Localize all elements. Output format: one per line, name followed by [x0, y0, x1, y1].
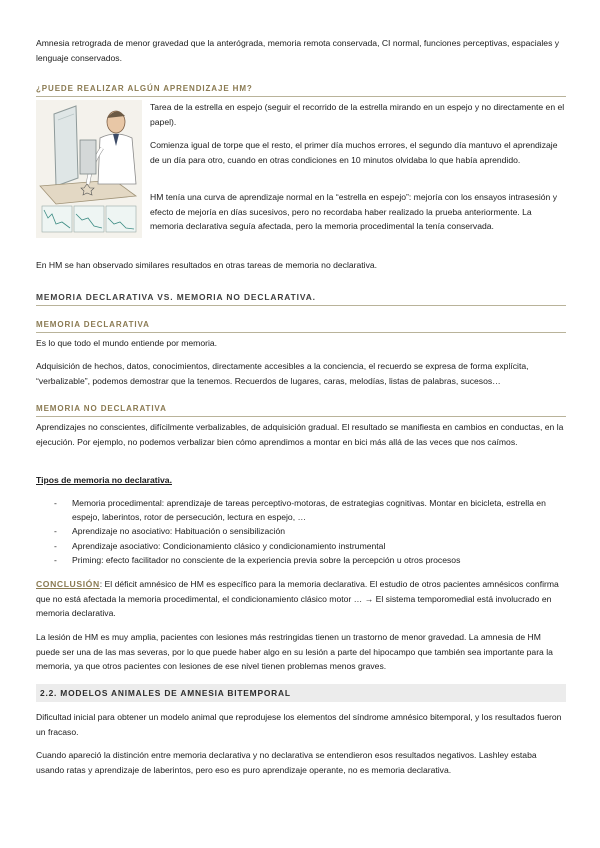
lesion-paragraph: La lesión de HM es muy amplia, pacientes con lesiones más restringidas tienen un trastorno de menor gravedad. La amnesia de HM puede ser una de las mas severas, por lo que puede haber algo en su lesión a parte del hipocampo que también sea importante para la memoria, ya que otros pacientes con lesiones de ese nivel tienen problemas menos graves. — [36, 632, 553, 672]
hm-paragraph-2: Comienza igual de torpe que el resto, el primer día muchos errores, el segundo día mantuvo el aprendizaje de un día para otro, cuando en otras condiciones en 10 minutos olvidaba lo que había aprendido. — [150, 140, 558, 165]
list-item-text: Priming: efecto facilitador no consciente de la experiencia previa sobre la percepción u otros procesos — [72, 554, 461, 565]
heading-hm-learning: ¿PUEDE REALIZAR ALGÚN APRENDIZAJE HM? — [36, 84, 566, 97]
models-paragraph-2: Cuando apareció la distinción entre memoria declarativa y no declarativa se entendieron esos resultados negativos. Lashley estaba usando ratas y aprendizaje de laberintos, pero eso es puro aprendizaje operante, no es memoria declarativa. — [36, 750, 537, 775]
declarative-paragraph-2: Adquisición de hechos, datos, conocimientos, directamente accesibles a la conciencia, el recuerdo se expresa de forma explícita, “verbalizable”, podemos demostrar que la tenemos. Recuerdos de lugares, caras, melodías, listas de palabras, sucesos… — [36, 361, 529, 386]
list-item-text: Memoria procedimental: aprendizaje de tareas perceptivo-motoras, de estrategias cognitivas. Montar en bicicleta, estrella en espejo, laberintos, rotor de persecución, lectura en espejo, … — [72, 498, 546, 523]
heading-memory-comparison: MEMORIA DECLARATIVA VS. MEMORIA NO DECLARATIVA. — [36, 292, 566, 306]
heading-nondeclarative: MEMORIA NO DECLARATIVA — [36, 404, 566, 417]
models-paragraph-1: Dificultad inicial para obtener un modelo animal que reprodujese los elementos del síndrome amnésico bitemporal, y los resultados fueron un fracaso. — [36, 712, 562, 737]
hm-paragraph-4: En HM se han observado similares resultados en otras tareas de memoria no declarativa. — [36, 260, 378, 270]
mirror-drawing-figure — [36, 100, 142, 238]
hm-paragraph-3: HM tenía una curva de aprendizaje normal en la “estrella en espejo”: mejoría con los ensayos intrasesión y efecto de mejoría en días sucesivos, pero no recordaba haber realizado la prueba anteriormente. La memoria declarativa seguía afectada, pero la memoria procedimental la tenía conservada. — [150, 192, 557, 232]
heading-animal-models: 2.2. MODELOS ANIMALES DE AMNESIA BITEMPORAL — [36, 684, 566, 702]
list-item: - Priming: efecto facilitador no consciente de la experiencia previa sobre la percepción u otros procesos — [54, 554, 461, 565]
nondeclarative-paragraph-1: Aprendizajes no conscientes, difícilmente verbalizables, de adquisición gradual. El resultado se manifiesta en cambios en conductas, en la ejecución. Por ejemplo, no podemos verbalizar bien cómo aprendimos a montar en bici más allá de las veces que nos caímos. — [36, 422, 564, 447]
conclusion-label: CONCLUSIÓN — [36, 579, 100, 589]
declarative-paragraph-1: Es lo que todo el mundo entiende por memoria. — [36, 338, 218, 348]
conclusion-paragraph — [36, 577, 566, 621]
types-title-wrapper — [36, 473, 566, 488]
list-item: - Memoria procedimental: aprendizaje de tareas perceptivo-motoras, de estrategias cognitivas. Montar en bicicleta, estrella en espejo, laberintos, rotor de persecución, lectura en espejo, … — [54, 498, 546, 523]
list-item: - Aprendizaje no asociativo: Habituación o sensibilización — [54, 526, 286, 537]
heading-declarative: MEMORIA DECLARATIVA — [36, 320, 566, 333]
list-item-text: Aprendizaje no asociativo: Habituación o sensibilización — [72, 526, 286, 537]
list-item-text: Aprendizaje asociativo: Condicionamiento clásico y condicionamiento instrumental — [72, 540, 386, 551]
intro-paragraph: Amnesia retrograda de menor gravedad que la anterógrada, memoria remota conservada, CI normal, funciones perceptivas, espaciales y lenguaje conservados. — [36, 38, 560, 63]
conclusion-text: : El déficit amnésico de HM es específico para la memoria declarativa. El estudio de otros pacientes amnésicos confirma que no está afectada la memoria procedimental, el condicionamiento clásico motor … → El sistema temporomedial está involucrado en memoria declarativa. — [36, 579, 559, 619]
types-title: Tipos de memoria no declarativa. — [36, 475, 172, 485]
mirror-drawing-illustration — [36, 100, 142, 238]
hm-paragraph-1: Tarea de la estrella en espejo (seguir el recorrido de la estrella mirando en un espejo y no directamente en el papel). — [150, 102, 565, 127]
list-item: - Aprendizaje asociativo: Condicionamiento clásico y condicionamiento instrumental — [54, 540, 386, 551]
types-list — [36, 496, 566, 567]
